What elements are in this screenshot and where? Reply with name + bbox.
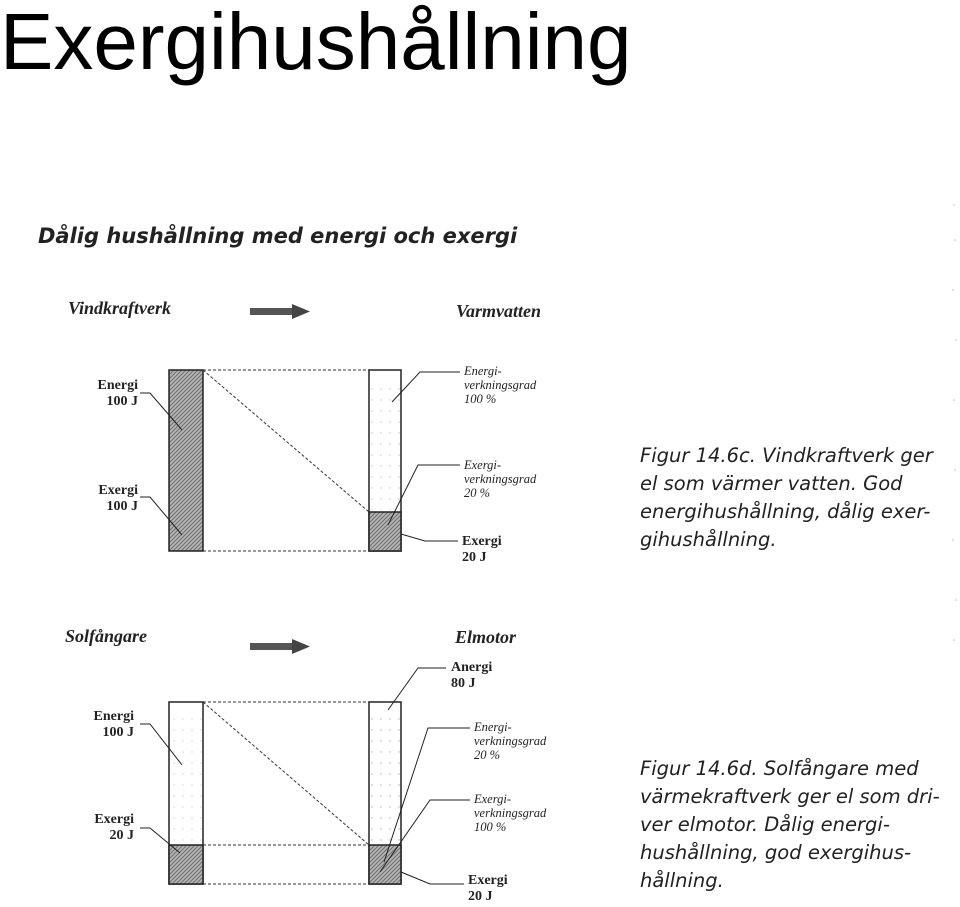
label-anergi-80: Anergi 80 J [451, 660, 493, 691]
label-energi-100: Energi 100 J [97, 378, 138, 409]
heading-solfangare: Solfångare [65, 626, 148, 646]
label-energiverkningsgrad-100: Energi- verkningsgrad 100 % [464, 364, 537, 406]
page-title: Exergihushållning [0, 0, 632, 86]
arrow-c [250, 304, 310, 319]
caption-figur-14-6c: Figur 14.6c. Vindkraftverk ger el som värmer vatten. God energihushållning, dålig exer- gihushållning. [640, 444, 933, 551]
label-energiverkningsgrad-20: Energi- verkningsgrad 20 % [474, 720, 547, 762]
caption-figur-14-6d: Figur 14.6d. Solfångare med värmekraftverk ger el som dri- ver elmotor. Dålig energi- hushållning, god exergihus- hållning. [640, 757, 940, 892]
figure-subtitle: Dålig hushållning med energi och exergi [38, 224, 518, 248]
label-exergi-100: Exergi 100 J [98, 483, 138, 514]
label-exergiverkningsgrad-20: Exergi- verkningsgrad 20 % [464, 458, 537, 500]
label-exergi-20-left: Exergi 20 J [94, 812, 134, 843]
bar-vindkraftverk [169, 370, 203, 551]
bar-varmvatten-exergi [369, 512, 401, 551]
heading-elmotor: Elmotor [455, 627, 517, 647]
heading-vindkraftverk: Vindkraftverk [68, 298, 172, 318]
label-exergi-20-right: Exergi 20 J [468, 873, 508, 904]
label-exergi-20: Exergi 20 J [462, 534, 502, 565]
label-exergiverkningsgrad-100: Exergi- verkningsgrad 100 % [474, 792, 547, 834]
heading-varmvatten: Varmvatten [456, 301, 542, 321]
bar-solfangare-exergi [169, 845, 203, 884]
label-energi-100-d: Energi 100 J [93, 709, 134, 740]
arrow-d [250, 639, 310, 654]
